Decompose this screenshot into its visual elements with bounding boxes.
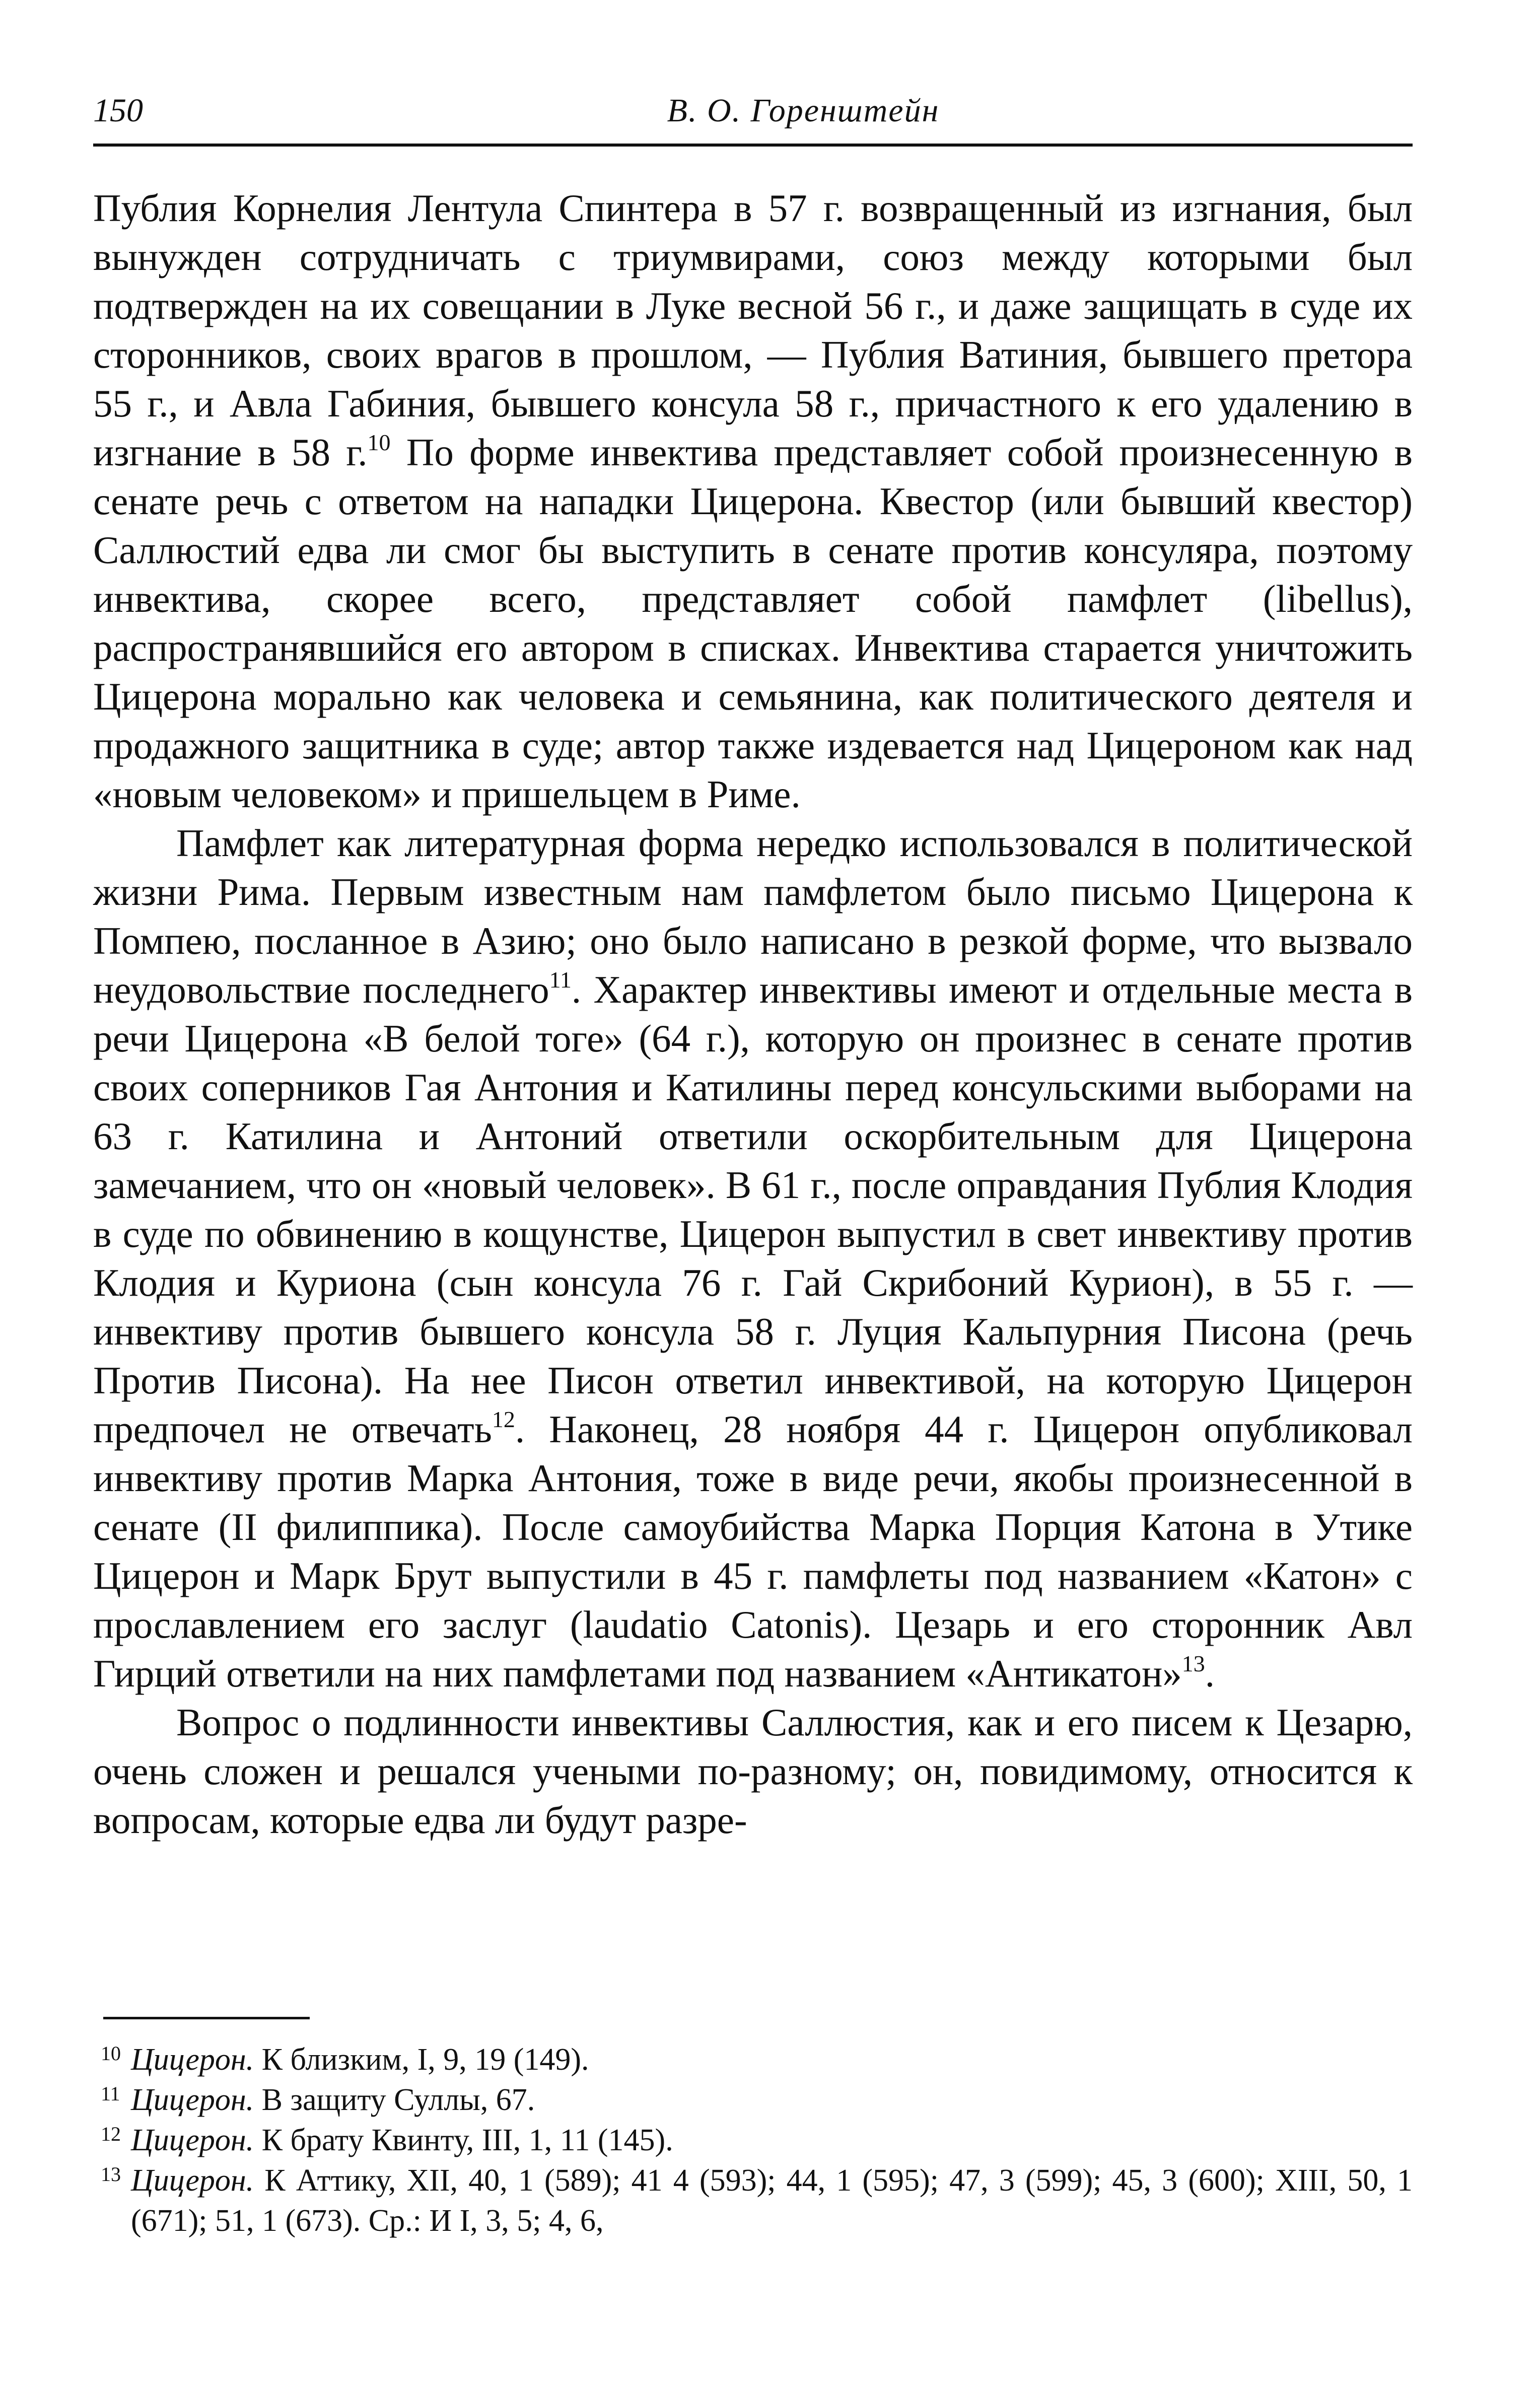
paragraph-1	[93, 184, 1413, 819]
paragraph-3: Вопрос о подлинности инвективы Саллюстия, как и его писем к Цезарю, очень сложен и решался учеными по-разному; он, повидимому, относится к вопросам, которые едва ли будут разре-	[93, 1701, 1413, 1842]
footnote-author: Цицерон.	[131, 2123, 254, 2157]
footnote-text: К близким, I, 9, 19 (149).	[254, 2043, 589, 2077]
footnote-10	[93, 2039, 1413, 2080]
footnote-ref-12: 12	[492, 1406, 515, 1432]
paragraph-2-part-c: . Наконец, 28 ноября 44 г. Цицерон опубликовал инвективу против Марка Антония, тоже в виде речи, якобы произнесенной в сенате (II филиппика). После самоубийства Марка Порция Катона в Утике Цицерон и Марк Брут выпустили в 45 г. памфлеты под названием «Катон» с прославлением его заслуг (laudatio Catonis). Цезарь и его сторонник Авл Гирций ответили на них памфлетами под названием «Антикатон»	[93, 1407, 1413, 1695]
footnote-12	[93, 2120, 1413, 2160]
footnote-author: Цицерон.	[131, 2083, 254, 2117]
paragraph-2-part-b: . Характер инвективы имеют и отдельные места в речи Цицерона «В белой тоге» (64 г.), которую он произнес в сенате против своих соперников Гая Антония и Катилины перед консульскими выборами на 63 г. Катилина и Антоний ответили оскорбительным для Цицерона замечанием, что он «новый человек». В 61 г., после оправдания Публия Клодия в суде по обвинению в кощунстве, Цицерон выпустил в свет инвективу против Клодия и Куриона (сын консула 76 г. Гай Скрибоний Курион), в 55 г. — инвективу против бывшего консула 58 г. Луция Кальпурния Писона (речь Против Писона). На нее Писон ответил инвективой, на которую Цицерон предпочел не отвечать	[93, 968, 1413, 1451]
page-number: 150	[93, 92, 143, 129]
paragraph-1-part-b: По форме инвектива представляет собой произнесенную в сенате речь с ответом на нападки Цицерона. Квестор (или бывший квестор) Саллюстий едва ли смог бы выступить в сенате против консуляра, поэтому инвектива, скорее всего, представляет собой памфлет (libellus), распространявшийся его автором в списках. Инвектива старается уничтожить Цицерона морально как человека и семьянина, как политического деятеля и продажного защитника в суде; автор также издевается над Цицероном как над «новым человеком» и пришельцем в Риме.	[93, 431, 1413, 816]
main-text	[93, 184, 1413, 1845]
footnote-text: К брату Квинту, III, 1, 11 (145).	[254, 2123, 673, 2157]
paragraph-2	[93, 819, 1413, 1698]
footnote-number: 12	[101, 2123, 121, 2145]
footnote-text: В защиту Суллы, 67.	[254, 2083, 535, 2117]
running-head: В. О. Горенштейн	[667, 92, 940, 129]
footnote-author: Цицерон.	[131, 2163, 254, 2198]
footnote-number: 13	[101, 2163, 121, 2186]
paragraph-2-part-a: Памфлет как литературная форма нередко использовался в политической жизни Рима. Первым известным нам памфлетом было письмо Цицерона к Помпею, посланное в Азию; оно было написано в резкой форме, что вызвало неудовольствие последнего	[93, 821, 1413, 1011]
footnote-number: 11	[101, 2082, 120, 2105]
footnote-ref-13: 13	[1181, 1651, 1205, 1676]
header-rule	[93, 144, 1413, 147]
footnote-11	[93, 2080, 1413, 2120]
footnotes	[93, 2039, 1413, 2241]
footnote-text: К Аттику, XII, 40, 1 (589); 41 4 (593); 44, 1 (595); 47, 3 (599); 45, 3 (600); XIII, 50, 1 (671); 51, 1 (673). Ср.: И I, 3, 5; 4, 6,	[131, 2163, 1413, 2238]
footnote-author: Цицерон.	[131, 2043, 254, 2077]
footnote-13	[93, 2160, 1413, 2241]
paragraph-2-part-d: .	[1205, 1652, 1215, 1695]
footnote-rule	[103, 2017, 310, 2019]
footnote-number: 10	[101, 2042, 121, 2065]
footnote-ref-10: 10	[367, 430, 391, 455]
paragraph-1-part-a: Публия Корнелия Лентула Спинтера в 57 г. возвращенный из изгнания, был вынужден сотрудничать с триумвирами, союз между которыми был подтвержден на их совещании в Луке весной 56 г., и даже защищать в суде их сторонников, своих врагов в прошлом, — Публия Ватиния, бывшего претора 55 г., и Авла Габиния, бывшего консула 58 г., причастного к его удалению в изгнание в 58 г.	[93, 186, 1413, 474]
footnote-ref-11: 11	[549, 967, 572, 993]
page-header	[93, 86, 1413, 141]
